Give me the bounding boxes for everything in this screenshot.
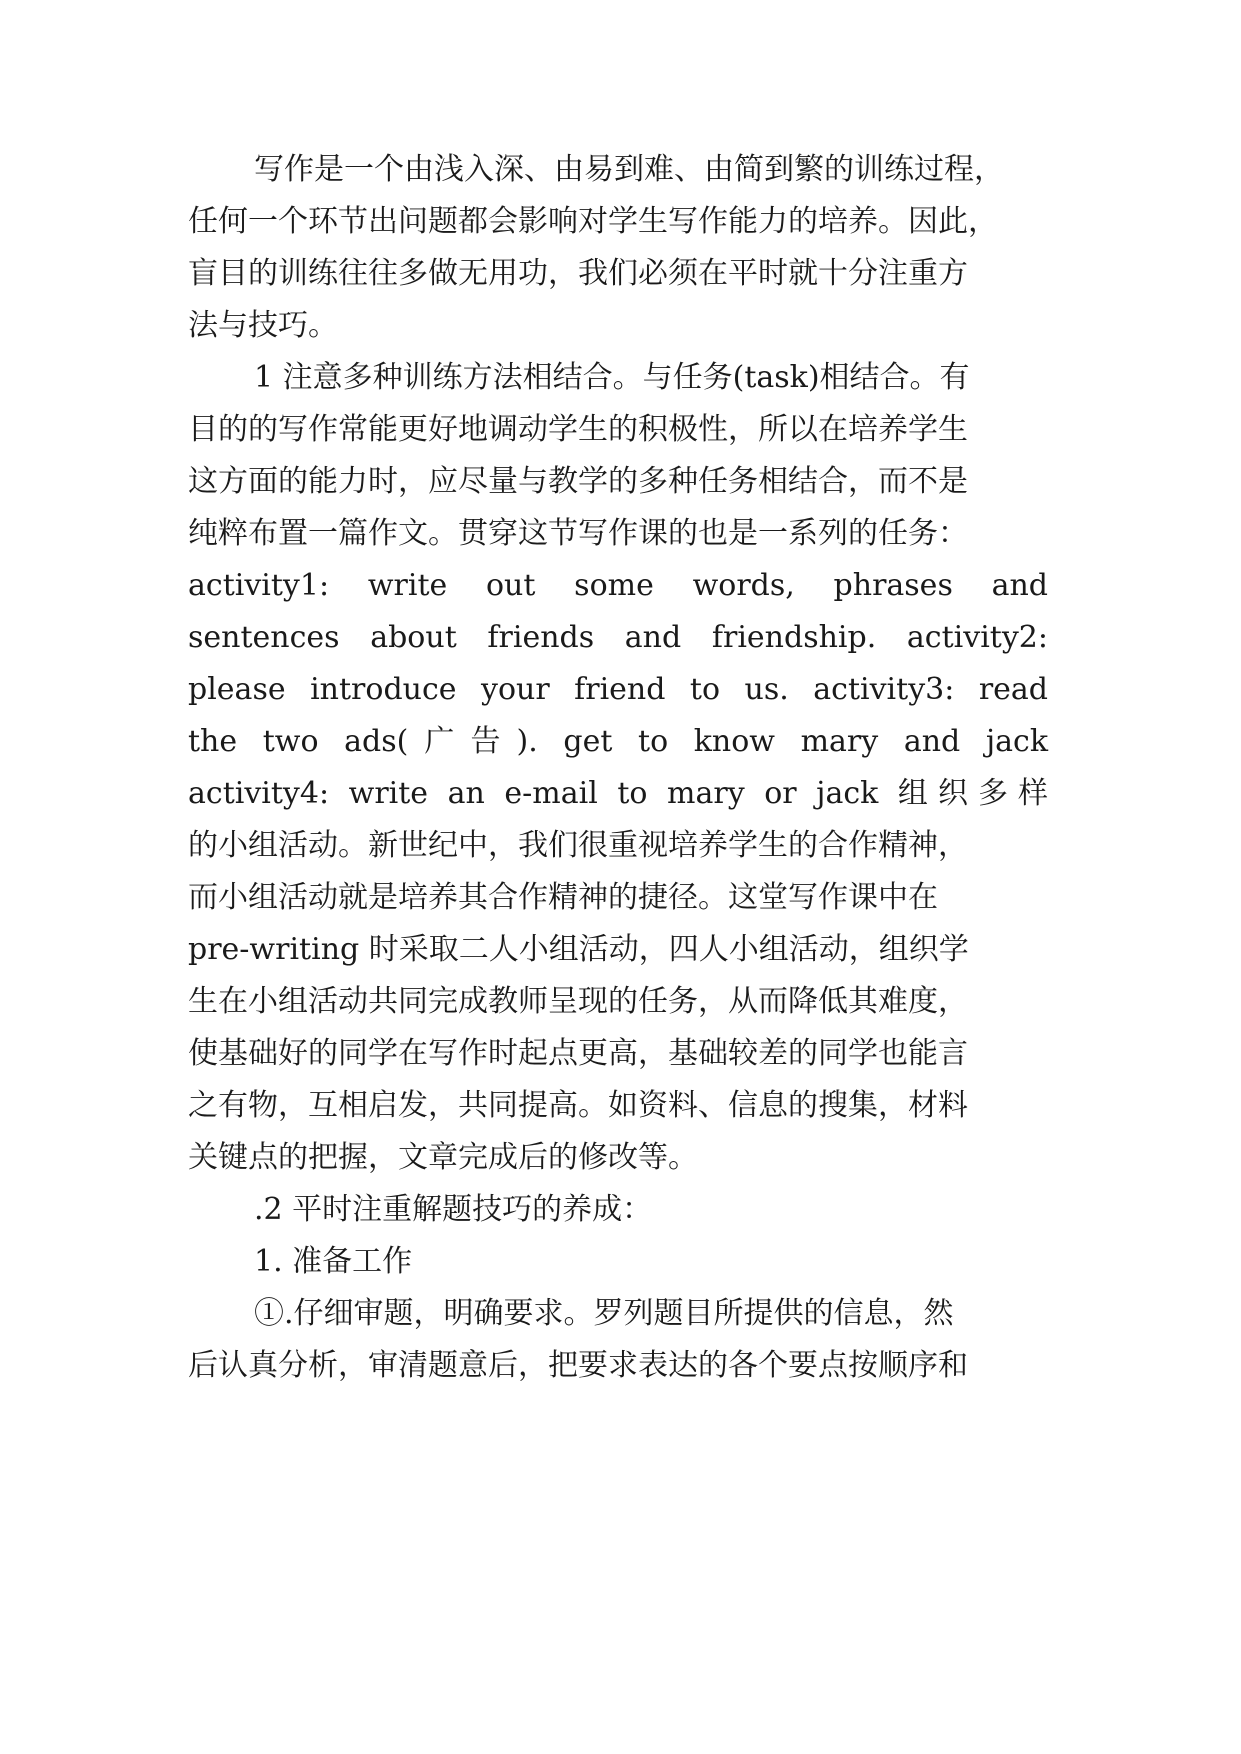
text-line: please introduce your friend to us. activity3: read [188,672,1048,707]
text-line: 使基础好的同学在写作时起点更高，基础较差的同学也能言 [188,1036,968,1071]
text-line: activity1: write out some words, phrases and [188,568,1048,603]
text-line: pre-writing 时采取二人小组活动，四人小组活动，组织学 [188,932,969,967]
text-line: 这方面的能力时，应尽量与教学的多种任务相结合，而不是 [188,464,968,499]
text-line: 任何一个环节出问题都会影响对学生写作能力的培养。因此， [188,204,998,239]
text-line: sentences about friends and friendship. activity2: [188,620,1048,655]
text-line: 之有物，互相启发，共同提高。如资料、信息的搜集，材料 [188,1088,968,1123]
text-line: 法与技巧。 [188,308,338,343]
text-line: 后认真分析，审清题意后，把要求表达的各个要点按顺序和 [188,1348,968,1383]
text-line: 写作是一个由浅入深、由易到难、由简到繁的训练过程， [254,152,1004,187]
text-line: 生在小组活动共同完成教师呈现的任务，从而降低其难度， [188,984,968,1019]
text-line: 1 注意多种训练方法相结合。与任务(task)相结合。有 [254,360,970,395]
text-line: 而小组活动就是培养其合作精神的捷径。这堂写作课中在 [188,880,938,915]
section-heading: .2 平时注重解题技巧的养成： [254,1192,653,1227]
subsection-heading: 1. 准备工作 [254,1244,413,1279]
text-line: 关键点的把握，文章完成后的修改等。 [188,1140,698,1175]
text-line: 目的的写作常能更好地调动学生的积极性，所以在培养学生 [188,412,968,447]
text-line: the two ads(广告). get to know mary and jack [188,724,1048,759]
text-line: activity4: write an e-mail to mary or jack 组织多样 [188,776,1048,811]
text-line: ①.仔细审题，明确要求。罗列题目所提供的信息，然 [254,1296,954,1331]
text-line: 的小组活动。新世纪中，我们很重视培养学生的合作精神， [188,828,968,863]
text-line: 盲目的训练往往多做无用功，我们必须在平时就十分注重方 [188,256,968,291]
text-line: 纯粹布置一篇作文。贯穿这节写作课的也是一系列的任务： [188,516,968,551]
